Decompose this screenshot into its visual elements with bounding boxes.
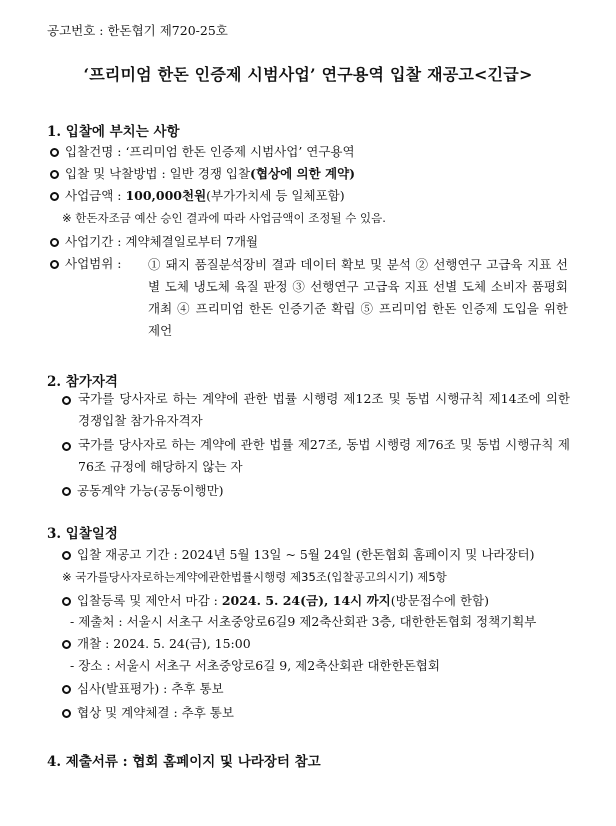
- section-1-heading: 1. 입찰에 부치는 사항: [47, 124, 180, 140]
- list-item: 공동계약 가능(공동이행만): [62, 481, 224, 501]
- scope-text: ① 돼지 품질분석장비 결과 데이터 확보 및 분석 ② 선행연구 고급육 지표 선별 도체 냉도체 육질 판정 ③ 선행연구 고급육 지표 선별 도체 소비자 품평회 개최 ④ 프리미엄 한돈 인증기준 확립 ⑤ 프리미엄 한돈 인증제 도입을 위한 제언: [148, 257, 568, 338]
- list-item: 협상 및 계약체결 : 추후 통보: [62, 703, 234, 723]
- bullet-circle-icon: [62, 597, 71, 606]
- bullet-circle-icon: [62, 709, 71, 718]
- section-4-heading: 4. 제출서류 : 협회 홈페이지 및 나라장터 참고: [47, 754, 321, 770]
- page-title: ‘프리미엄 한돈 인증제 시범사업’ 연구용역 입찰 재공고<긴급>: [83, 65, 533, 84]
- list-item: 국가를 당사자로 하는 계약에 관한 법률 시행령 제12조 및 동법 시행규칙 제14조에 의한 경쟁입찰 참가유자격자: [78, 391, 570, 428]
- bullet-circle-icon: [50, 148, 59, 157]
- notice-number: 공고번호 : 한돈협기 제720-25호: [47, 23, 228, 38]
- bullet-circle-icon: [62, 640, 71, 649]
- bullet-circle-icon: [50, 170, 59, 179]
- list-item: 사업범위 :: [50, 254, 122, 274]
- list-item: 입찰건명 : ‘프리미엄 한돈 인증제 시범사업’ 연구용역: [50, 142, 355, 162]
- bullet-circle-icon: [62, 551, 71, 560]
- bullet-circle-icon: [50, 260, 59, 269]
- opening-place: - 장소 : 서울시 서초구 서초중앙로6길 9, 제2축산회관 대한한돈협회: [70, 658, 440, 673]
- list-item: 사업금액 : 100,000천원(부가가치세 등 일체포함): [50, 186, 345, 206]
- submission-place: - 제출처 : 서울시 서초구 서초중앙로6길9 제2축산회관 3층, 대한한돈협회 정책기획부: [70, 614, 537, 629]
- section-3-heading: 3. 입찰일정: [47, 526, 118, 542]
- list-item: 입찰 재공고 기간 : 2024년 5월 13일 ~ 5월 24일 (한돈협회 홈페이지 및 나라장터): [62, 545, 535, 565]
- list-item: 사업기간 : 계약체결일로부터 7개월: [50, 232, 258, 252]
- bullet-circle-icon: [50, 238, 59, 247]
- bullet-circle-icon: [62, 396, 71, 405]
- list-item: 심사(발표평가) : 추후 통보: [62, 679, 224, 699]
- bullet-circle-icon: [62, 487, 71, 496]
- list-item: 국가를 당사자로 하는 계약에 관한 법률 제27조, 동법 시행령 제76조 및 동법 시행규칙 제76조 규정에 해당하지 않는 자: [78, 437, 570, 474]
- list-item: 입찰등록 및 제안서 마감 : 2024. 5. 24(금), 14시 까지(방문접수에 한함): [62, 591, 489, 611]
- schedule-note: ※ 국가를당사자로하는계약에관한법률시행령 제35조(입찰공고의시기) 제5항: [62, 570, 447, 584]
- bullet-circle-icon: [62, 442, 71, 451]
- section-2-heading: 2. 참가자격: [47, 374, 118, 390]
- budget-note: ※ 한돈자조금 예산 승인 결과에 따라 사업금액이 조정될 수 있음.: [62, 211, 386, 225]
- bullet-circle-icon: [62, 685, 71, 694]
- bullet-circle-icon: [50, 192, 59, 201]
- list-item: 개찰 : 2024. 5. 24(금), 15:00: [62, 634, 251, 654]
- list-item: 입찰 및 낙찰방법 : 일반 경쟁 입찰(협상에 의한 계약): [50, 164, 355, 184]
